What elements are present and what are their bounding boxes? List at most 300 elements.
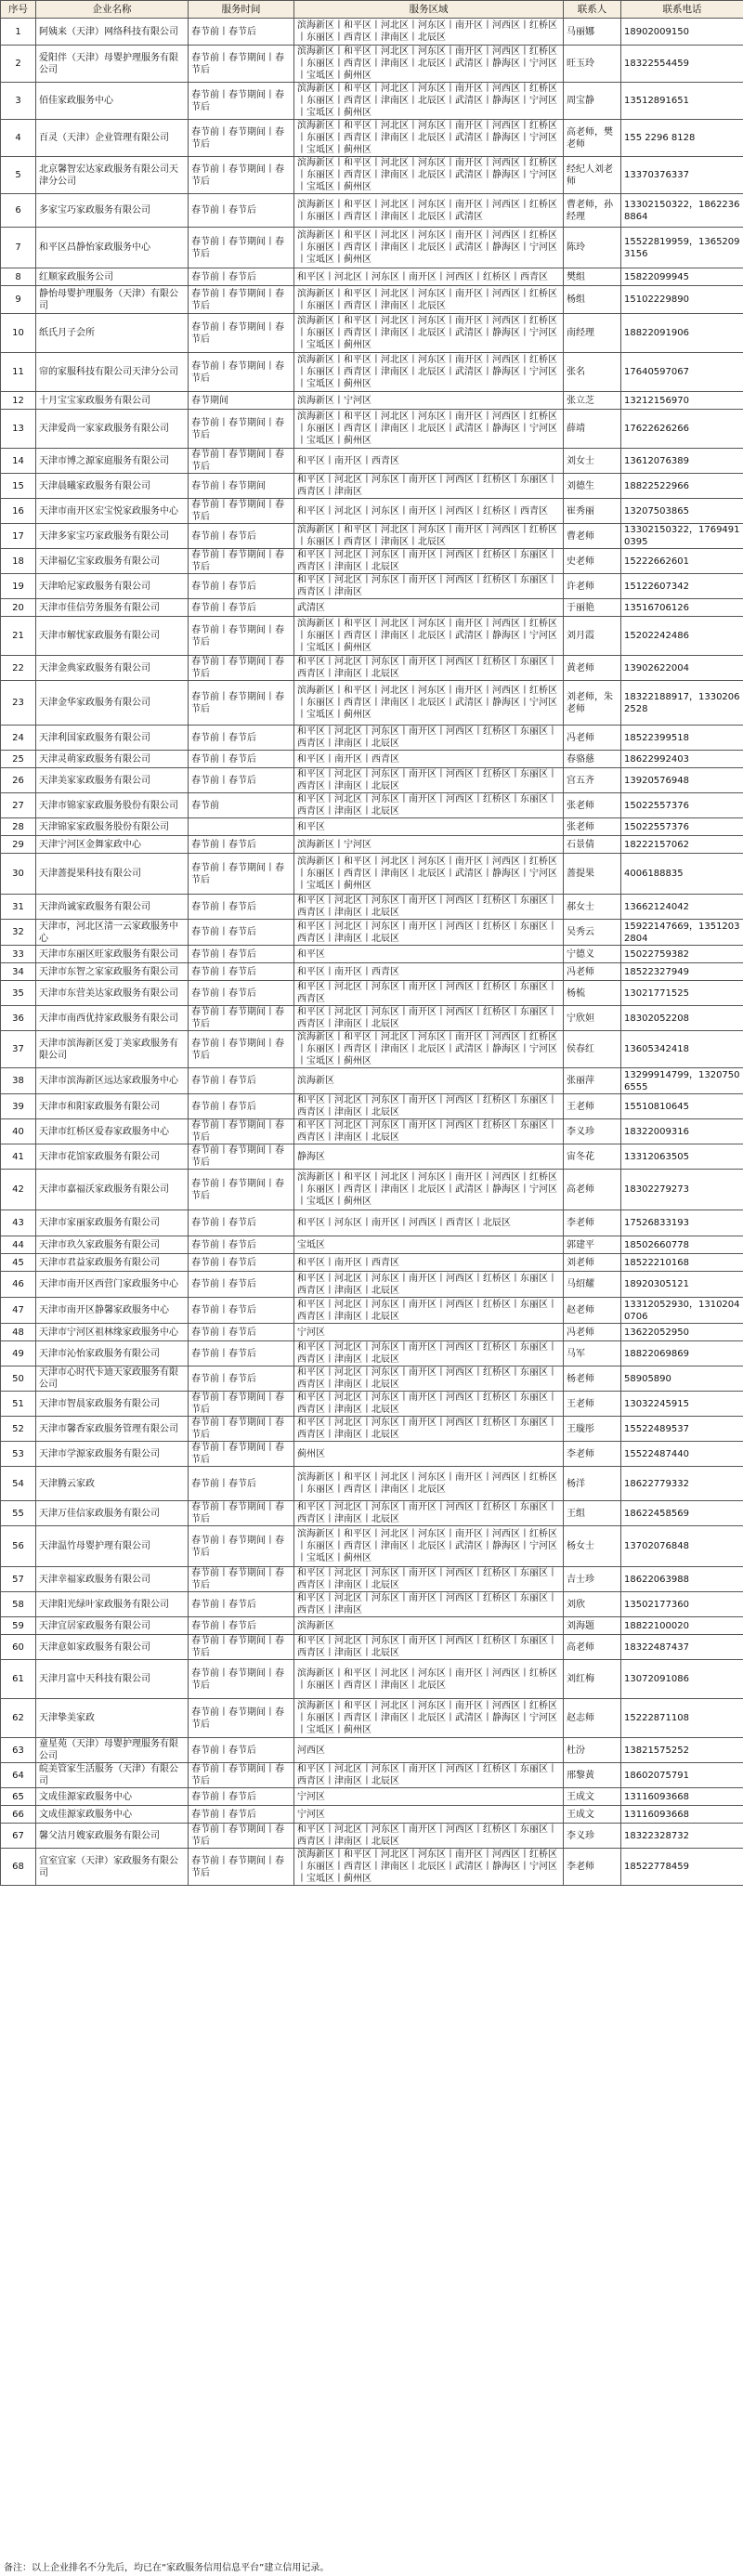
contact-cell: 南经理 — [564, 314, 621, 353]
index-cell: 8 — [1, 268, 36, 286]
header-company-name: 企业名称 — [36, 1, 189, 19]
table-row — [1, 1144, 743, 1170]
service-time-cell: 春节前丨春节期间丨春节后 — [189, 410, 294, 449]
phone-cell: 18822100020 — [621, 1617, 743, 1635]
service-time-cell: 春节前丨春节期间丨春节后 — [189, 1699, 294, 1738]
index-cell: 10 — [1, 314, 36, 353]
service-area-cell: 滨海新区丨和平区丨河北区丨河东区丨南开区丨河西区丨红桥区丨东丽区丨西青区丨津南区丨北辰区丨武清区丨静海区丨宁河区丨宝坻区丨蓟州区 — [294, 1170, 564, 1210]
contact-cell: 经纪人刘老师 — [564, 157, 621, 194]
service-time-cell: 春节前丨春节后 — [189, 1236, 294, 1254]
company-name-cell: 天津市，河北区清一云家政服务中心 — [36, 920, 189, 946]
company-name-cell: 天津爱尚一家家政服务有限公司 — [36, 410, 189, 449]
service-time-cell: 春节前丨春节后 — [189, 895, 294, 920]
service-time-cell: 春节前丨春节后 — [189, 524, 294, 549]
company-name-cell: 天津蔷提果科技有限公司 — [36, 854, 189, 895]
service-area-cell: 和平区丨河北区丨河东区丨南开区丨河西区丨红桥区丨东丽区丨西青区丨津南区丨北辰区 — [294, 1392, 564, 1417]
phone-cell: 15222662601 — [621, 549, 743, 574]
company-name-cell: 天津美家家政服务有限公司 — [36, 768, 189, 793]
company-name-cell: 文成佳源家政服务中心 — [36, 1788, 189, 1806]
company-name-cell: 天津市东营美达家政服务有限公司 — [36, 981, 189, 1006]
table-row — [1, 1119, 743, 1144]
company-name-cell: 天津市沁怡家政服务有限公司 — [36, 1341, 189, 1366]
phone-cell: 13312052930，13102040706 — [621, 1298, 743, 1324]
company-name-cell: 天津市滨海新区爱丁美家政服务有限公司 — [36, 1031, 189, 1068]
table-row — [1, 1298, 743, 1324]
index-cell: 6 — [1, 194, 36, 228]
table-row — [1, 599, 743, 617]
phone-cell: 18322554459 — [621, 46, 743, 83]
index-cell: 37 — [1, 1031, 36, 1068]
phone-cell: 13212156970 — [621, 392, 743, 410]
service-time-cell: 春节前丨春节期间丨春节后 — [189, 1526, 294, 1567]
phone-cell: 13920576948 — [621, 768, 743, 793]
phone-cell: 15022557376 — [621, 793, 743, 818]
service-time-cell: 春节前丨春节期间丨春节后 — [189, 1144, 294, 1170]
phone-cell: 18522327949 — [621, 963, 743, 981]
phone-cell: 15022759382 — [621, 946, 743, 963]
index-cell: 15 — [1, 474, 36, 499]
table-row — [1, 681, 743, 726]
phone-cell: 13902622004 — [621, 656, 743, 681]
company-name-cell: 天津市心时代卡迪天家政服务有限公司 — [36, 1366, 189, 1392]
table-row — [1, 1567, 743, 1592]
table-row — [1, 1467, 743, 1501]
table-row — [1, 1324, 743, 1341]
index-cell: 61 — [1, 1660, 36, 1699]
service-area-cell: 和平区丨河北区丨河东区丨南开区丨河西区丨红桥区丨东丽区丨西青区丨津南区 — [294, 474, 564, 499]
service-time-cell: 春节前丨春节期间丨春节后 — [189, 46, 294, 83]
index-cell: 21 — [1, 617, 36, 656]
index-cell: 42 — [1, 1170, 36, 1210]
service-time-cell: 春节前丨春节后 — [189, 1341, 294, 1366]
company-name-cell: 天津温竹母婴护理有限公司 — [36, 1526, 189, 1567]
service-time-cell: 春节前丨春节后 — [189, 1068, 294, 1094]
company-name-cell: 天津阳光绿叶家政服务有限公司 — [36, 1592, 189, 1617]
company-name-cell: 天津市东丽区旺家政服务有限公司 — [36, 946, 189, 963]
contact-cell: 石景倩 — [564, 836, 621, 854]
service-area-cell: 和平区丨河北区丨河东区丨南开区丨河西区丨红桥区丨东丽区丨西青区丨津南区丨北辰区 — [294, 656, 564, 681]
index-cell: 40 — [1, 1119, 36, 1144]
table-row — [1, 751, 743, 768]
company-name-cell: 天津市东智之家家政服务有限公司 — [36, 963, 189, 981]
index-cell: 55 — [1, 1501, 36, 1526]
phone-cell: 13662124042 — [621, 895, 743, 920]
index-cell: 52 — [1, 1417, 36, 1442]
service-time-cell: 春节前丨春节后 — [189, 920, 294, 946]
service-area-cell: 宁河区 — [294, 1324, 564, 1341]
table-row — [1, 656, 743, 681]
service-area-cell: 河西区 — [294, 1738, 564, 1763]
service-area-cell: 和平区丨河北区丨河东区丨南开区丨河西区丨红桥区丨东丽区丨西青区丨津南区丨北辰区 — [294, 1272, 564, 1298]
company-name-cell: 天津市滨海新区远达家政服务中心 — [36, 1068, 189, 1094]
service-area-cell: 和平区丨河北区丨河东区丨南开区丨河西区丨红桥区丨西青区 — [294, 268, 564, 286]
index-cell: 4 — [1, 120, 36, 157]
contact-cell: 高老师 — [564, 1170, 621, 1210]
service-area-cell: 宁河区 — [294, 1806, 564, 1824]
contact-cell: 杨老师 — [564, 1366, 621, 1392]
company-name-cell: 天津市君益家政服务有限公司 — [36, 1254, 189, 1272]
table-row — [1, 392, 743, 410]
index-cell: 51 — [1, 1392, 36, 1417]
table-row — [1, 499, 743, 524]
table-row — [1, 1849, 743, 1886]
company-name-cell: 天津灵萌家政服务有限公司 — [36, 751, 189, 768]
company-name-cell: 多家宝巧家政服务有限公司 — [36, 194, 189, 228]
service-area-cell: 和平区丨河北区丨河东区丨南开区丨河西区丨红桥区丨东丽区丨西青区丨津南区丨北辰区 — [294, 726, 564, 751]
phone-cell: 18222157062 — [621, 836, 743, 854]
service-time-cell: 春节前丨春节期间丨春节后 — [189, 1119, 294, 1144]
table-row — [1, 1806, 743, 1824]
service-area-cell: 滨海新区丨和平区丨河北区丨河东区丨南开区丨河西区丨红桥区丨东丽区丨西青区丨津南区丨北辰区丨武清区丨静海区丨宁河区丨宝坻区丨蓟州区 — [294, 120, 564, 157]
contact-cell: 吴秀云 — [564, 920, 621, 946]
index-cell: 5 — [1, 157, 36, 194]
service-time-cell: 春节前丨春节期间丨春节后 — [189, 1567, 294, 1592]
phone-cell: 18622458569 — [621, 1501, 743, 1526]
phone-cell: 18622992403 — [621, 751, 743, 768]
table-row — [1, 617, 743, 656]
table-row — [1, 1236, 743, 1254]
service-time-cell: 春节前丨春节后 — [189, 1366, 294, 1392]
company-name-cell: 静怡母婴护理服务（天津）有限公司 — [36, 286, 189, 314]
service-time-cell: 春节前丨春节期间丨春节后 — [189, 314, 294, 353]
phone-cell: 18920305121 — [621, 1272, 743, 1298]
service-area-cell: 滨海新区丨和平区丨河北区丨河东区丨南开区丨河西区丨红桥区丨东丽区丨西青区丨津南区丨北辰区丨武清区丨静海区丨宁河区丨宝坻区丨蓟州区 — [294, 1849, 564, 1886]
index-cell: 48 — [1, 1324, 36, 1341]
service-time-cell: 春节前丨春节后 — [189, 963, 294, 981]
service-area-cell: 和平区丨南开区丨西青区 — [294, 1254, 564, 1272]
header-phone: 联系电话 — [621, 1, 743, 19]
phone-cell: 13302150322，17694910395 — [621, 524, 743, 549]
phone-cell: 13032245915 — [621, 1392, 743, 1417]
table-row — [1, 1210, 743, 1236]
table-row — [1, 836, 743, 854]
service-area-cell: 武清区 — [294, 599, 564, 617]
service-area-cell: 滨海新区丨和平区丨河北区丨河东区丨南开区丨河西区丨红桥区丨东丽区丨西青区丨津南区丨北辰区 — [294, 1467, 564, 1501]
contact-cell: 宙冬花 — [564, 1144, 621, 1170]
index-cell: 12 — [1, 392, 36, 410]
index-cell: 32 — [1, 920, 36, 946]
table-row — [1, 1824, 743, 1849]
service-time-cell: 春节前丨春节后 — [189, 1592, 294, 1617]
table-row — [1, 768, 743, 793]
phone-cell: 13021771525 — [621, 981, 743, 1006]
company-name-cell: 天津腾云家政 — [36, 1467, 189, 1501]
company-name-cell: 馨父洁月嫂家政服务有限公司 — [36, 1824, 189, 1849]
table-row — [1, 1699, 743, 1738]
service-area-cell: 和平区丨河北区丨河东区丨南开区丨河西区丨红桥区丨东丽区丨西青区丨津南区 — [294, 1592, 564, 1617]
contact-cell: 冯老师 — [564, 1324, 621, 1341]
service-area-cell: 和平区丨河北区丨河东区丨南开区丨河西区丨红桥区丨东丽区丨西青区丨津南区丨北辰区 — [294, 1119, 564, 1144]
company-name-cell: 文成佳源家政服务中心 — [36, 1806, 189, 1824]
index-cell: 43 — [1, 1210, 36, 1236]
company-name-cell: 天津市学源家政服务有限公司 — [36, 1442, 189, 1467]
contact-cell: 张立芝 — [564, 392, 621, 410]
service-time-cell: 春节前丨春节期间丨春节后 — [189, 549, 294, 574]
table-row — [1, 1031, 743, 1068]
index-cell: 1 — [1, 19, 36, 46]
service-time-cell: 春节前丨春节后 — [189, 574, 294, 599]
table-row — [1, 1272, 743, 1298]
service-time-cell: 春节前丨春节后 — [189, 1467, 294, 1501]
contact-cell: 王组 — [564, 1501, 621, 1526]
service-time-cell: 春节前丨春节后 — [189, 768, 294, 793]
table-row — [1, 793, 743, 818]
phone-cell: 18522778459 — [621, 1849, 743, 1886]
index-cell: 28 — [1, 818, 36, 836]
company-name-cell: 天津市锦家家政服务股份有限公司 — [36, 793, 189, 818]
contact-cell: 周宝静 — [564, 83, 621, 120]
index-cell: 19 — [1, 574, 36, 599]
index-cell: 33 — [1, 946, 36, 963]
service-time-cell: 春节前丨春节后 — [189, 268, 294, 286]
company-name-cell: 天津市南开区西营门家政服务中心 — [36, 1272, 189, 1298]
index-cell: 59 — [1, 1617, 36, 1635]
service-time-cell: 春节前丨春节后 — [189, 1806, 294, 1824]
table-row — [1, 549, 743, 574]
contact-cell: 李老师 — [564, 1849, 621, 1886]
contact-cell: 许老师 — [564, 574, 621, 599]
service-area-cell: 宁河区 — [294, 1788, 564, 1806]
company-name-cell: 天津金典家政服务有限公司 — [36, 656, 189, 681]
table-row — [1, 1170, 743, 1210]
index-cell: 3 — [1, 83, 36, 120]
service-time-cell: 春节前丨春节期间丨春节后 — [189, 83, 294, 120]
contact-cell: 王成文 — [564, 1806, 621, 1824]
service-time-cell: 春节前丨春节后 — [189, 981, 294, 1006]
index-cell: 16 — [1, 499, 36, 524]
company-name-cell: 天津利国家政服务有限公司 — [36, 726, 189, 751]
service-area-cell: 滨海新区丨和平区丨河北区丨河东区丨南开区丨河西区丨红桥区丨东丽区丨西青区丨津南区丨北辰区丨武清区丨静海区丨宁河区丨宝坻区丨蓟州区 — [294, 854, 564, 895]
company-name-cell: 天津市佳信劳务服务有限公司 — [36, 599, 189, 617]
phone-cell: 4006188835 — [621, 854, 743, 895]
table-row — [1, 1635, 743, 1660]
service-area-cell: 和平区丨河北区丨河东区丨南开区丨河西区丨红桥区丨东丽区丨西青区 — [294, 981, 564, 1006]
service-area-cell: 滨海新区丨宁河区 — [294, 392, 564, 410]
index-cell: 56 — [1, 1526, 36, 1567]
company-name-cell: 北京馨智宏达家政服务有限公司天津分公司 — [36, 157, 189, 194]
service-area-cell: 和平区丨河东区丨南开区丨河西区丨西青区丨北辰区 — [294, 1210, 564, 1236]
service-area-cell: 和平区丨河北区丨河东区丨南开区丨河西区丨红桥区丨东丽区丨西青区丨津南区丨北辰区 — [294, 1635, 564, 1660]
index-cell: 60 — [1, 1635, 36, 1660]
service-time-cell: 春节前丨春节期间丨春节后 — [189, 1417, 294, 1442]
phone-cell: 13116093668 — [621, 1788, 743, 1806]
index-cell: 39 — [1, 1094, 36, 1119]
service-time-cell: 春节前丨春节后 — [189, 1254, 294, 1272]
phone-cell: 13622052950 — [621, 1324, 743, 1341]
table-row — [1, 895, 743, 920]
service-area-cell: 和平区丨南开区丨西青区 — [294, 963, 564, 981]
service-area-cell: 滨海新区丨和平区丨河北区丨河东区丨南开区丨河西区丨红桥区丨东丽区丨西青区丨津南区丨北辰区丨武清区丨静海区丨宁河区丨宝坻区丨蓟州区 — [294, 46, 564, 83]
index-cell: 30 — [1, 854, 36, 895]
contact-cell: 马丽娜 — [564, 19, 621, 46]
service-area-cell: 滨海新区丨和平区丨河北区丨河东区丨南开区丨河西区丨红桥区丨东丽区丨西青区丨津南区丨北辰区 — [294, 524, 564, 549]
company-name-cell: 天津尚诚家政服务有限公司 — [36, 895, 189, 920]
phone-cell: 17622626266 — [621, 410, 743, 449]
contact-cell: 张老师 — [564, 793, 621, 818]
phone-cell: 18322328732 — [621, 1824, 743, 1849]
company-name-cell: 天津万佳信家政服务有限公司 — [36, 1501, 189, 1526]
service-time-cell: 春节前丨春节后 — [189, 946, 294, 963]
table-row — [1, 981, 743, 1006]
contact-cell: 王老师 — [564, 1392, 621, 1417]
table-row — [1, 449, 743, 474]
service-area-cell: 滨海新区丨和平区丨河北区丨河东区丨南开区丨河西区丨红桥区丨东丽区丨西青区丨津南区丨北辰区丨武清区丨静海区丨宁河区丨宝坻区丨蓟州区 — [294, 410, 564, 449]
company-name-cell: 天津市红桥区爱春家政服务中心 — [36, 1119, 189, 1144]
service-time-cell: 春节前丨春节后 — [189, 1272, 294, 1298]
contact-cell: 刘老师，朱老师 — [564, 681, 621, 726]
phone-cell: 13116093668 — [621, 1806, 743, 1824]
company-name-cell: 百灵（天津）企业管理有限公司 — [36, 120, 189, 157]
contact-cell: 高老师 — [564, 1635, 621, 1660]
contact-cell: 春骆慈 — [564, 751, 621, 768]
phone-cell: 13312063505 — [621, 1144, 743, 1170]
index-cell: 58 — [1, 1592, 36, 1617]
service-area-cell: 和平区丨河北区丨河东区丨南开区丨河西区丨红桥区丨东丽区丨西青区丨津南区丨北辰区 — [294, 1567, 564, 1592]
phone-cell: 18602075791 — [621, 1763, 743, 1788]
service-time-cell: 春节前丨春节期间丨春节后 — [189, 1635, 294, 1660]
contact-cell: 王璇彤 — [564, 1417, 621, 1442]
table-row — [1, 83, 743, 120]
service-area-cell: 滨海新区丨和平区丨河北区丨河东区丨南开区丨河西区丨红桥区丨东丽区丨西青区丨津南区丨北辰区丨武清区丨静海区丨宁河区丨宝坻区丨蓟州区 — [294, 1031, 564, 1068]
company-name-cell: 天津多家宝巧家政服务有限公司 — [36, 524, 189, 549]
table-row — [1, 1592, 743, 1617]
index-cell: 27 — [1, 793, 36, 818]
footnote: 备注：以上企业排名不分先后，均已在“家政服务信用信息平台”建立信用记录。 — [4, 2563, 330, 2573]
service-time-cell: 春节前丨春节后 — [189, 1298, 294, 1324]
index-cell: 41 — [1, 1144, 36, 1170]
contact-cell: 刘女士 — [564, 449, 621, 474]
table-row — [1, 268, 743, 286]
phone-cell: 18322009316 — [621, 1119, 743, 1144]
company-name-cell: 纸氏月子会所 — [36, 314, 189, 353]
service-area-cell: 和平区丨河北区丨河东区丨南开区丨河西区丨红桥区丨东丽区丨西青区丨津南区丨北辰区 — [294, 1366, 564, 1392]
service-area-cell: 滨海新区丨和平区丨河北区丨河东区丨南开区丨河西区丨红桥区丨东丽区丨西青区丨津南区丨北辰区丨武清区丨静海区丨宁河区丨宝坻区丨蓟州区 — [294, 228, 564, 268]
phone-cell: 13370376337 — [621, 157, 743, 194]
service-area-cell: 和平区丨河北区丨河东区丨南开区丨河西区丨红桥区丨东丽区丨西青区丨津南区丨北辰区 — [294, 1094, 564, 1119]
company-name-cell: 天津市嘉福沃家政服务有限公司 — [36, 1170, 189, 1210]
service-time-cell: 春节前丨春节期间丨春节后 — [189, 1501, 294, 1526]
contact-cell: 蔷提果 — [564, 854, 621, 895]
service-area-cell: 滨海新区丨和平区丨河北区丨河东区丨南开区丨河西区丨红桥区丨东丽区丨西青区丨津南区丨北辰区丨武清区丨静海区丨宁河区丨宝坻区丨蓟州区 — [294, 617, 564, 656]
table-row — [1, 818, 743, 836]
table-row — [1, 1617, 743, 1635]
contact-cell: 刘德生 — [564, 474, 621, 499]
service-time-cell — [189, 818, 294, 836]
table-row — [1, 1501, 743, 1526]
index-cell: 17 — [1, 524, 36, 549]
table-row — [1, 286, 743, 314]
index-cell: 13 — [1, 410, 36, 449]
phone-cell: 58905890 — [621, 1366, 743, 1392]
service-time-cell: 春节前丨春节期间丨春节后 — [189, 157, 294, 194]
service-time-cell: 春节前丨春节期间丨春节后 — [189, 854, 294, 895]
contact-cell: 于丽艳 — [564, 599, 621, 617]
table-row — [1, 1738, 743, 1763]
service-area-cell: 滨海新区丨和平区丨河北区丨河东区丨南开区丨河西区丨红桥区丨东丽区丨西青区丨津南区丨北辰区 — [294, 1660, 564, 1699]
service-area-cell: 滨海新区丨和平区丨河北区丨河东区丨南开区丨河西区丨红桥区丨东丽区丨西青区丨津南区丨北辰区丨武清区丨静海区丨宁河区丨宝坻区丨蓟州区 — [294, 681, 564, 726]
service-time-cell: 春节前丨春节后 — [189, 19, 294, 46]
service-area-cell: 滨海新区丨和平区丨河北区丨河东区丨南开区丨河西区丨红桥区丨东丽区丨西青区丨津南区丨北辰区丨武清区丨静海区丨宁河区丨宝坻区丨蓟州区 — [294, 157, 564, 194]
table-row — [1, 854, 743, 895]
service-time-cell: 春节前丨春节期间丨春节后 — [189, 1849, 294, 1886]
contact-cell: 马军 — [564, 1341, 621, 1366]
index-cell: 66 — [1, 1806, 36, 1824]
contact-cell: 王老师 — [564, 1094, 621, 1119]
company-name-cell: 皖美管家生活服务（天津）有限公司 — [36, 1763, 189, 1788]
table-row — [1, 1094, 743, 1119]
index-cell: 9 — [1, 286, 36, 314]
contact-cell: 薛靖 — [564, 410, 621, 449]
service-time-cell: 春节前丨春节期间丨春节后 — [189, 1824, 294, 1849]
index-cell: 36 — [1, 1006, 36, 1031]
service-area-cell: 和平区 — [294, 818, 564, 836]
phone-cell: 15522487440 — [621, 1442, 743, 1467]
table-row — [1, 157, 743, 194]
index-cell: 46 — [1, 1272, 36, 1298]
table-row — [1, 1763, 743, 1788]
phone-cell: 13605342418 — [621, 1031, 743, 1068]
service-time-cell: 春节前丨春节后 — [189, 194, 294, 228]
service-area-cell: 和平区丨河北区丨河东区丨南开区丨河西区丨红桥区丨东丽区丨西青区丨津南区丨北辰区 — [294, 1417, 564, 1442]
service-time-cell: 春节前丨春节期间丨春节后 — [189, 1442, 294, 1467]
company-name-cell: 佰佳家政服务中心 — [36, 83, 189, 120]
phone-cell: 13821575252 — [621, 1738, 743, 1763]
table-row — [1, 1788, 743, 1806]
phone-cell: 15122607342 — [621, 574, 743, 599]
service-time-cell: 春节前丨春节期间丨春节后 — [189, 228, 294, 268]
phone-cell: 13516706126 — [621, 599, 743, 617]
phone-cell: 18822069869 — [621, 1341, 743, 1366]
table-row — [1, 1366, 743, 1392]
service-area-cell: 和平区丨河北区丨河东区丨南开区丨河西区丨红桥区丨东丽区丨西青区丨津南区丨北辰区 — [294, 793, 564, 818]
contact-cell: 冯老师 — [564, 726, 621, 751]
table-row — [1, 353, 743, 392]
company-name-cell: 天津市玖久家政服务有限公司 — [36, 1236, 189, 1254]
company-name-cell: 天津市解忧家政服务有限公司 — [36, 617, 189, 656]
company-name-cell: 天津挚美家政 — [36, 1699, 189, 1738]
service-time-cell: 春节前丨春节期间丨春节后 — [189, 656, 294, 681]
phone-cell: 15522489537 — [621, 1417, 743, 1442]
service-area-cell: 滨海新区丨和平区丨河北区丨河东区丨南开区丨河西区丨红桥区丨东丽区丨西青区丨津南区丨北辰区丨武清区 — [294, 194, 564, 228]
phone-cell: 18622063988 — [621, 1567, 743, 1592]
service-area-cell: 和平区丨河北区丨河东区丨南开区丨河西区丨红桥区丨东丽区丨西青区丨津南区丨北辰区 — [294, 1298, 564, 1324]
service-time-cell: 春节前丨春节期间丨春节后 — [189, 1763, 294, 1788]
company-name-cell: 童星苑（天津）母婴护理服务有限公司 — [36, 1738, 189, 1763]
contact-cell: 宫五齐 — [564, 768, 621, 793]
service-area-cell: 和平区丨河北区丨河东区丨南开区丨河西区丨红桥区丨东丽区丨西青区丨津南区丨北辰区 — [294, 549, 564, 574]
company-name-cell: 天津月富中天科技有限公司 — [36, 1660, 189, 1699]
service-area-cell: 滨海新区 — [294, 1068, 564, 1094]
service-area-cell: 滨海新区丨和平区丨河北区丨河东区丨南开区丨河西区丨红桥区丨东丽区丨西青区丨津南区丨北辰区 — [294, 286, 564, 314]
table-row — [1, 1442, 743, 1467]
phone-cell: 13612076389 — [621, 449, 743, 474]
header-service-area: 服务区域 — [294, 1, 564, 19]
company-name-cell: 天津锦家家政服务股份有限公司 — [36, 818, 189, 836]
index-cell: 29 — [1, 836, 36, 854]
index-cell: 47 — [1, 1298, 36, 1324]
company-name-cell: 天津福亿宝家政服务有限公司 — [36, 549, 189, 574]
service-time-cell: 春节前丨春节后 — [189, 1210, 294, 1236]
service-area-cell: 滨海新区 — [294, 1617, 564, 1635]
index-cell: 7 — [1, 228, 36, 268]
phone-cell: 15022557376 — [621, 818, 743, 836]
index-cell: 53 — [1, 1442, 36, 1467]
index-cell: 49 — [1, 1341, 36, 1366]
service-time-cell: 春节前丨春节后 — [189, 1617, 294, 1635]
company-name-cell: 天津市南西优持家政服务有限公司 — [36, 1006, 189, 1031]
service-area-cell: 蓟州区 — [294, 1442, 564, 1467]
phone-cell: 15102229890 — [621, 286, 743, 314]
